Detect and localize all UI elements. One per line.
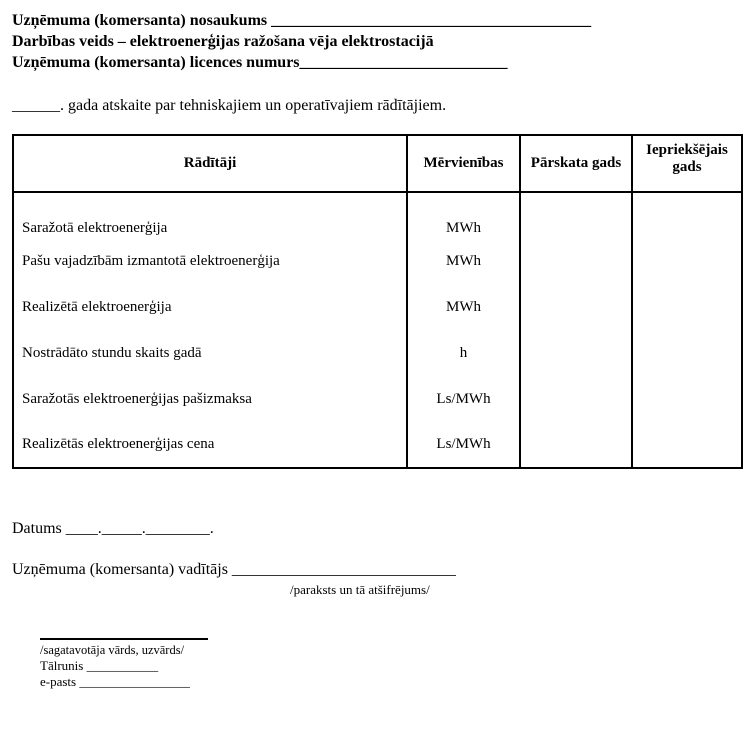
indicators-table: [12, 134, 743, 469]
report-year-cell: [520, 330, 632, 376]
company-name-label: Uzņēmuma (komersanta) nosaukums: [12, 12, 268, 29]
signature-caption: /paraksts un tā atšifrējums/: [290, 582, 430, 597]
previous-year-cell: [632, 284, 742, 330]
manager-label: Uzņēmuma (komersanta) vadītājs: [12, 561, 228, 578]
col-header-indicators: Rādītāji: [13, 135, 407, 192]
company-name-line: [12, 10, 740, 31]
license-blank: __________________________: [299, 54, 508, 71]
email-line: [40, 674, 740, 690]
phone-blank: ___________: [86, 658, 159, 673]
col-header-report-year: Pārskata gads: [520, 135, 632, 192]
indicator-label: Realizētā elektroenerģija: [22, 298, 172, 315]
report-year-cell: [520, 422, 632, 468]
date-line: Datums ____._____.________.: [12, 520, 214, 537]
report-year-cell: [520, 192, 632, 238]
table-row: [13, 376, 742, 422]
indicator-label: Pašu vajadzībām izmantotā elektroenerģija: [22, 252, 280, 269]
report-title-text: . gada atskaite par tehniskajiem un operatīvajiem rādītājiem.: [60, 97, 447, 114]
table-row: [13, 284, 742, 330]
unit-value: MWh: [407, 284, 520, 330]
previous-year-cell: [632, 192, 742, 238]
previous-year-cell: [632, 330, 742, 376]
preparer-signature-line: [40, 638, 208, 640]
table-row: [13, 330, 742, 376]
activity-line: Darbības veids – elektroenerģijas ražošana vēja elektrostacijā: [12, 33, 434, 50]
manager-line: [12, 559, 740, 581]
unit-value: Ls/MWh: [407, 376, 520, 422]
unit-value: MWh: [407, 192, 520, 238]
report-year-cell: [520, 376, 632, 422]
indicator-label: Realizētās elektroenerģijas cena: [22, 436, 215, 452]
table-row: [13, 192, 742, 238]
preparer-block: [40, 638, 740, 690]
report-year-blank: ______: [12, 97, 60, 114]
previous-year-cell: [632, 376, 742, 422]
license-label: Uzņēmuma (komersanta) licences numurs: [12, 54, 300, 71]
table-header-row: [13, 135, 742, 192]
report-year-cell: [520, 238, 632, 284]
previous-year-cell: [632, 238, 742, 284]
indicator-label: Nostrādāto stundu skaits gadā: [22, 344, 202, 361]
email-blank: _________________: [79, 674, 190, 689]
manager-signature-blank: ____________________________: [231, 561, 456, 578]
table-row: [13, 422, 742, 468]
unit-value: h: [407, 330, 520, 376]
report-title-line: [12, 96, 740, 116]
indicator-label: Saražotās elektroenerģijas pašizmaksa: [22, 390, 252, 407]
report-year-cell: [520, 284, 632, 330]
company-name-blank: ________________________________________: [271, 12, 592, 29]
indicator-label: Saražotā elektroenerģija: [22, 220, 168, 236]
email-label: e-pasts: [40, 674, 77, 689]
previous-year-cell: [632, 422, 742, 468]
unit-value: MWh: [407, 238, 520, 284]
col-header-units: Mērvienības: [407, 135, 520, 192]
col-header-previous-year: Iepriekšējais gads: [632, 135, 742, 192]
unit-value: Ls/MWh: [407, 422, 520, 468]
license-line: [12, 52, 740, 73]
preparer-caption: /sagatavotāja vārds, uzvārds/: [40, 643, 185, 657]
table-row: [13, 238, 742, 284]
phone-line: [40, 658, 740, 674]
phone-label: Tālrunis: [40, 658, 84, 673]
